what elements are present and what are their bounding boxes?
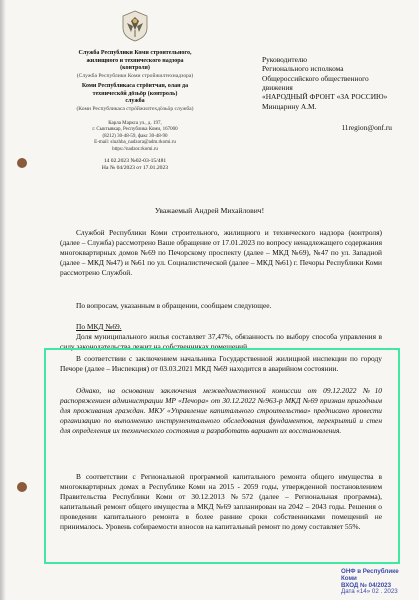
recipient-line: «НАРОДНЫЙ ФРОНТ «ЗА РОССИЮ» [262,92,388,102]
capital-repair-paragraph: В соответствии с Региональной программой капитального ремонта общего имущества в многоквартирных домах в Республике Коми на 2015 - 2059 годы, утвержденной постановлением Правительства Республики Коми от 30.12.2013 №572 (далее – Региональная программа), капитальный ремонт общего имущества в МКД №69 запланирован на 2042 – 2043 годы. Решения о проведении капитального ремонта в более ранние сроки собственниками помещений не принималось. Уровень собираемости взносов на капитальный ремонт по дому составляет 55%. [60,472,382,532]
recipient-line: движения [262,82,293,92]
emergency-paragraph: В соответствии с заключением начальника Государственной жилищной инспекции по городу Печоре (далее – Инспекция) от 03.03.2021 МКД №69 находится в аварийном состоянии. [60,354,382,374]
org-short-name: (Служба Республики Коми стройжилтехнадзора) [76,72,194,79]
recipient-line: Регионального исполкома [262,64,344,74]
recipient-line: Руководителю [262,55,308,64]
page-fold-shadow [0,0,6,600]
recipient-name: Минцарину А.М. [262,101,317,111]
org-name-line: Служба Республики Коми строительного, [78,50,192,56]
address-line: Карла Маркса ул., д. 197, [108,120,162,126]
highlight-box [44,348,400,564]
org-short-name-komi: (Коми Республикаса стрöйжилтехдöзьöр служба) [76,105,194,112]
komi-coat-of-arms-icon [120,10,150,42]
stamp-line: ВХОД № 04/2023 [341,581,392,589]
org-name-komi-line: Коми Республикаса стрöитчан, олан да [81,83,189,90]
sender-address [50,121,220,154]
sender-letterhead [50,50,220,172]
recipient-line: Общероссийского общественного [262,73,369,83]
stamp-line: ОНФ в Республике Коми [341,568,399,582]
stamp-date: Дата «14» 02 . 2023 [341,588,398,596]
recipient-block [262,55,392,132]
incoming-reference: На № 04/2023 от 17.01.2023 [101,165,169,172]
punch-hole [17,482,27,492]
org-name-komi-line: техническöй дöзьöр (контроль) [92,90,178,97]
punch-hole [17,158,27,168]
website-line: https://nadzor.rkomi.ru [112,146,158,152]
phone-line: (8212) 30-48-59, факс 30-48-90 [102,133,168,139]
incoming-stamp [341,569,411,596]
outgoing-reference: 14 02.2023 №02-03-15/481 [103,158,167,165]
greeting: Уважаемый Андрей Михайлович! [154,206,265,215]
org-name-komi-line: служба [125,98,145,105]
org-name-line: (контроля) [120,65,150,71]
address-line: г. Сыктывкар, Республика Коми, 167000 [92,127,178,133]
email-line: E-mail: sluzhba_nadzora@adm.rkomi.ru [94,140,176,146]
org-name-line: жилищного и технического надзора [86,57,184,64]
intro-paragraph: Службой Республики Коми строительного, жилищного и технического надзора (контроля) (далее – Служба) рассмотрено Ваше обращение от 17.01.2023 по вопросу ненадлежащего содержания многоквартирных домов №69 по Печорскому проспекту (далее – МКД №69), №47 по ул. Западной (далее – МКД №47) и №61 по ул. Социалистической (далее – МКД №61) г. Печоры Республики Коми рассмотрено Службой. [60,228,382,278]
summary-line: По вопросам, указанным в обращении, сообщаем следующее. [76,301,272,310]
section-heading: По МКД №69. [76,322,122,331]
commission-paragraph: Однако, на основании заключения межведомственной комиссии от 09.12.2022 №10 распоряжением администрации МР «Печора» от 30.12.2022 №963-р МКД №69 признан пригодным для проживания граждан. МКУ «Управление капитального строительства» предписано провести организацию по выполнению инструментального обследования фундаментов, перекрытий и стен для определения их технического состояния и разработать вариант их восстановления. [60,386,382,436]
recipient-email: 11region@onf.ru [341,122,392,132]
share-paragraph: Доля муниципального жилья составляет 37,47%, обязанность по выбору способа управления в силу законодательства лежит на собственниках помещений. [60,332,382,352]
